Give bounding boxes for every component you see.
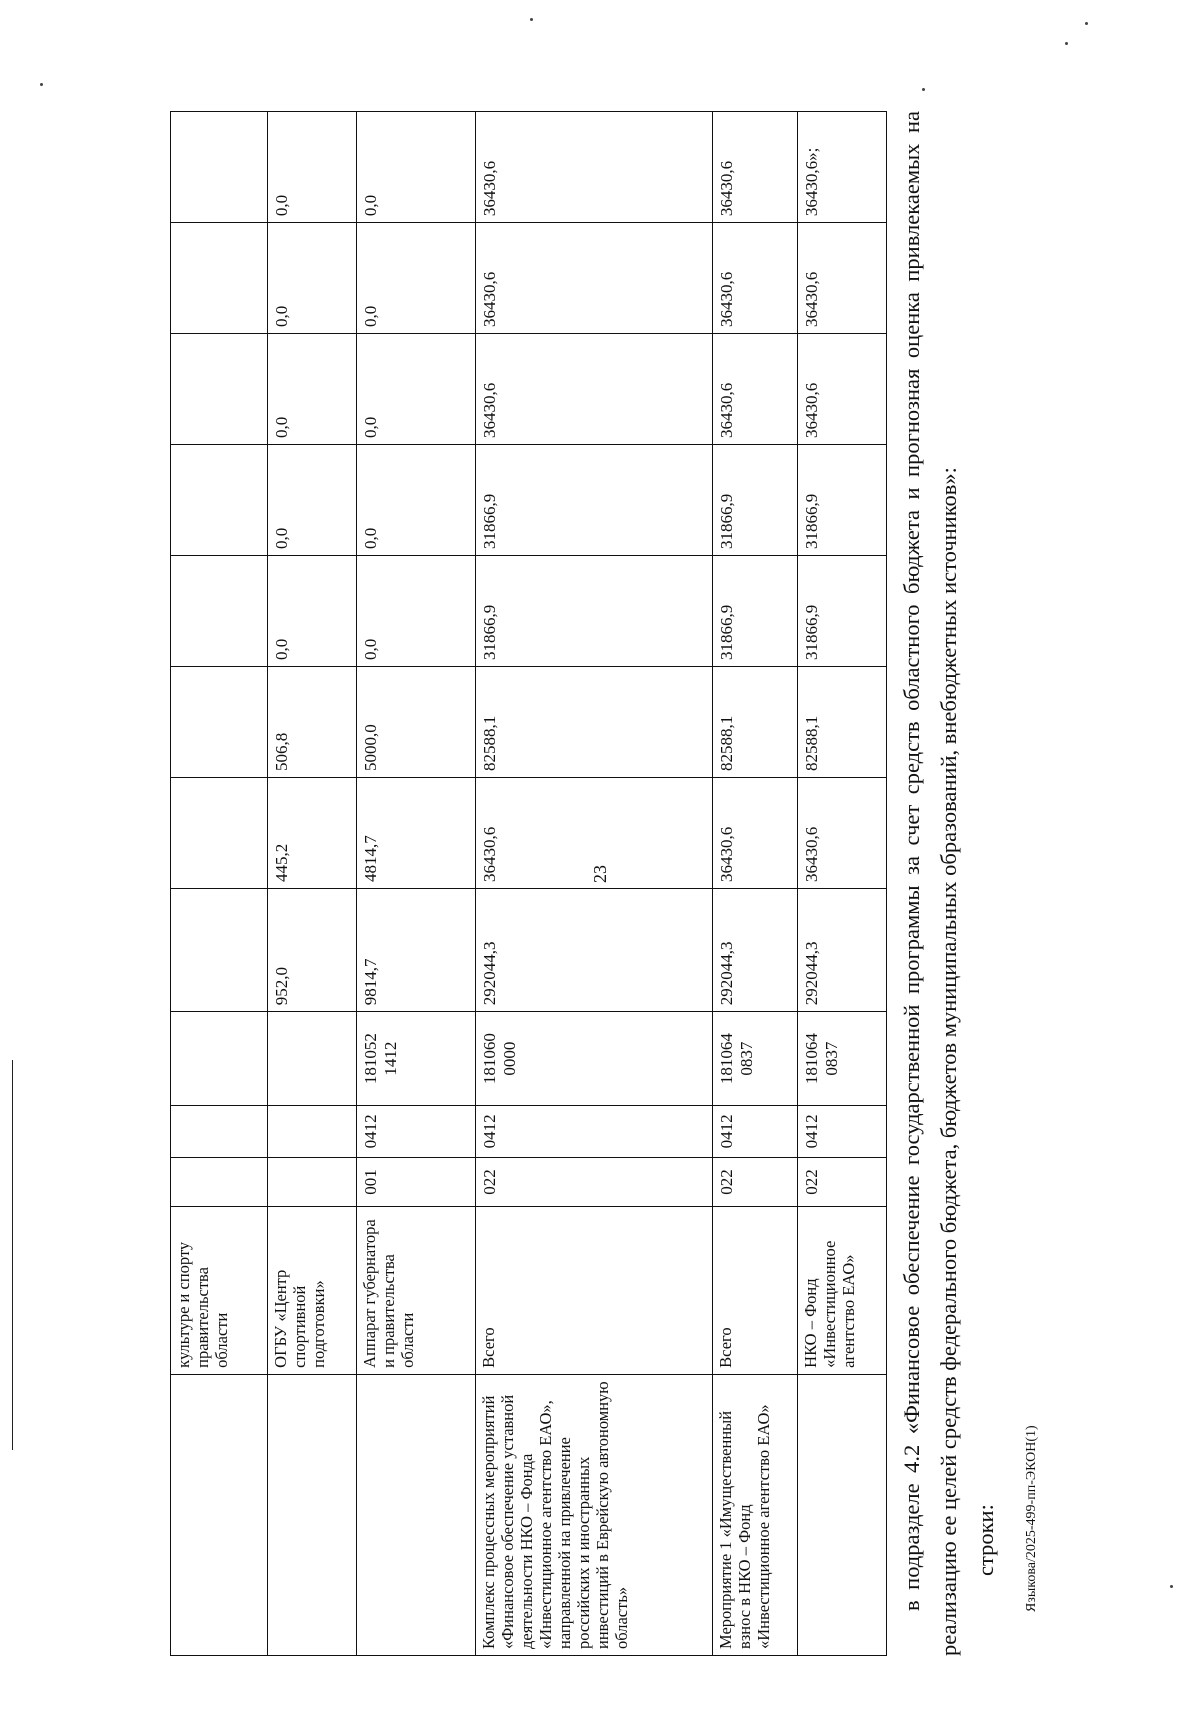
table-cell [268, 1157, 357, 1206]
table-cell: 0,0 [357, 445, 476, 556]
table-cell: 0,0 [357, 334, 476, 445]
table-row [476, 112, 713, 1656]
table-cell: 31866,9 [476, 445, 713, 556]
table-cell: 82588,1 [713, 667, 798, 778]
table-row [268, 112, 357, 1656]
table-cell: 292044,3 [798, 888, 887, 1011]
table-cell [171, 1106, 268, 1158]
table-cell: Всего [476, 1207, 713, 1375]
table-cell: 36430,6 [798, 223, 887, 334]
table-cell: 36430,6 [476, 223, 713, 334]
table-cell: 181060 0000 [476, 1012, 713, 1106]
table-cell: 0,0 [268, 445, 357, 556]
scan-speck [40, 83, 43, 86]
table-row [713, 112, 798, 1656]
table-cell: 0,0 [357, 112, 476, 223]
table-cell: ОГБУ «Центр спортивной подготовки» [268, 1207, 357, 1375]
table-cell: 36430,6 [798, 777, 887, 888]
table-cell: 022 [476, 1157, 713, 1206]
table-cell [268, 1106, 357, 1158]
table-cell [171, 667, 268, 778]
table-cell [798, 1374, 887, 1655]
table-cell: 181052 1412 [357, 1012, 476, 1106]
table-cell: 36430,6 [713, 334, 798, 445]
table-cell: 292044,3 [713, 888, 798, 1011]
table-cell: 0412 [713, 1106, 798, 1158]
rows-label: строки: [973, 1504, 998, 1576]
table-cell [171, 1374, 268, 1655]
page-number: 23 [590, 865, 610, 883]
table-cell: 31866,9 [476, 556, 713, 667]
scan-speck [1085, 22, 1088, 25]
amendment-paragraph [893, 111, 1004, 1656]
table-cell: 0412 [476, 1106, 713, 1158]
table-cell: 31866,9 [713, 556, 798, 667]
table-cell [357, 1374, 476, 1655]
table-cell: 001 [357, 1157, 476, 1206]
table-cell: 0,0 [268, 223, 357, 334]
table-cell: 0,0 [268, 556, 357, 667]
rotated-content [170, 111, 1060, 1656]
scan-speck [922, 88, 925, 91]
table-cell [171, 334, 268, 445]
table-cell: 0,0 [357, 223, 476, 334]
table-cell: 181064 0837 [713, 1012, 798, 1106]
table-cell: 952,0 [268, 888, 357, 1011]
table-cell: 36430,6 [713, 223, 798, 334]
table-cell: 181064 0837 [798, 1012, 887, 1106]
table-cell: 9814,7 [357, 888, 476, 1011]
table-row [357, 112, 476, 1656]
table-cell: 36430,6 [476, 777, 713, 888]
table-cell: 0,0 [268, 112, 357, 223]
table-row [171, 112, 268, 1656]
table-cell [171, 445, 268, 556]
scan-speck [530, 18, 533, 21]
table-cell: Мероприятие 1 «Имущественный взнос в НКО – Фонд «Инвестиционное агентство ЕАО» [713, 1374, 798, 1655]
table-cell: 5000,0 [357, 667, 476, 778]
table-cell: 4814,7 [357, 777, 476, 888]
table-cell: 022 [713, 1157, 798, 1206]
table-cell: Комплекс процессных мероприятий «Финансовое обеспечение уставной деятельности НКО – Фонда «Инвестиционное агентство ЕАО», направленной на привлечение российских и иностранных инвестиций в Еврейскую автономную область» [476, 1374, 713, 1655]
table-cell: 445,2 [268, 777, 357, 888]
table-cell: 82588,1 [798, 667, 887, 778]
scan-speck [1170, 1585, 1173, 1588]
table-cell [171, 777, 268, 888]
table-cell: 82588,1 [476, 667, 713, 778]
scan-margin-line [12, 1060, 13, 1450]
table-cell [268, 1374, 357, 1655]
table-cell [171, 112, 268, 223]
document-code: Языкова/2025-499-пп-ЭКОН(1) [1024, 1425, 1039, 1612]
table-cell [268, 1012, 357, 1106]
table-cell: 36430,6 [476, 112, 713, 223]
table-row [798, 112, 887, 1656]
table-cell: 31866,9 [798, 556, 887, 667]
table-cell: 0412 [357, 1106, 476, 1158]
table-cell: 022 [798, 1157, 887, 1206]
table-cell: 31866,9 [713, 445, 798, 556]
table-cell: 292044,3 [476, 888, 713, 1011]
table-cell: 31866,9 [798, 445, 887, 556]
amendment-text: в подразделе 4.2 «Финансовое обеспечение государственной программы за счет средств областного бюджета и прогнозная оценка привлекаемых на реализацию ее целей средств федерального бюджета, бюджетов муниципальных образований, внебюджетных источников»: [899, 111, 961, 1656]
table-cell: НКО – Фонд «Инвестиционное агентство ЕАО» [798, 1207, 887, 1375]
table-cell: 0412 [798, 1106, 887, 1158]
table-cell [171, 556, 268, 667]
table-cell: 36430,6 [713, 112, 798, 223]
table-cell: 36430,6»; [798, 112, 887, 223]
table-cell: культуре и спорту правительства области [171, 1207, 268, 1375]
table-cell [171, 1012, 268, 1106]
table-cell [171, 1157, 268, 1206]
table-cell: 0,0 [268, 334, 357, 445]
table-cell [171, 888, 268, 1011]
budget-table [170, 111, 887, 1656]
table-cell: 36430,6 [798, 334, 887, 445]
table-cell: 36430,6 [476, 334, 713, 445]
table-cell: Аппарат губернатора и правительства области [357, 1207, 476, 1375]
scan-speck [1065, 42, 1068, 45]
table-cell: Всего [713, 1207, 798, 1375]
table-cell: 506,8 [268, 667, 357, 778]
table-cell: 36430,6 [713, 777, 798, 888]
table-cell [171, 223, 268, 334]
table-cell: 0,0 [357, 556, 476, 667]
